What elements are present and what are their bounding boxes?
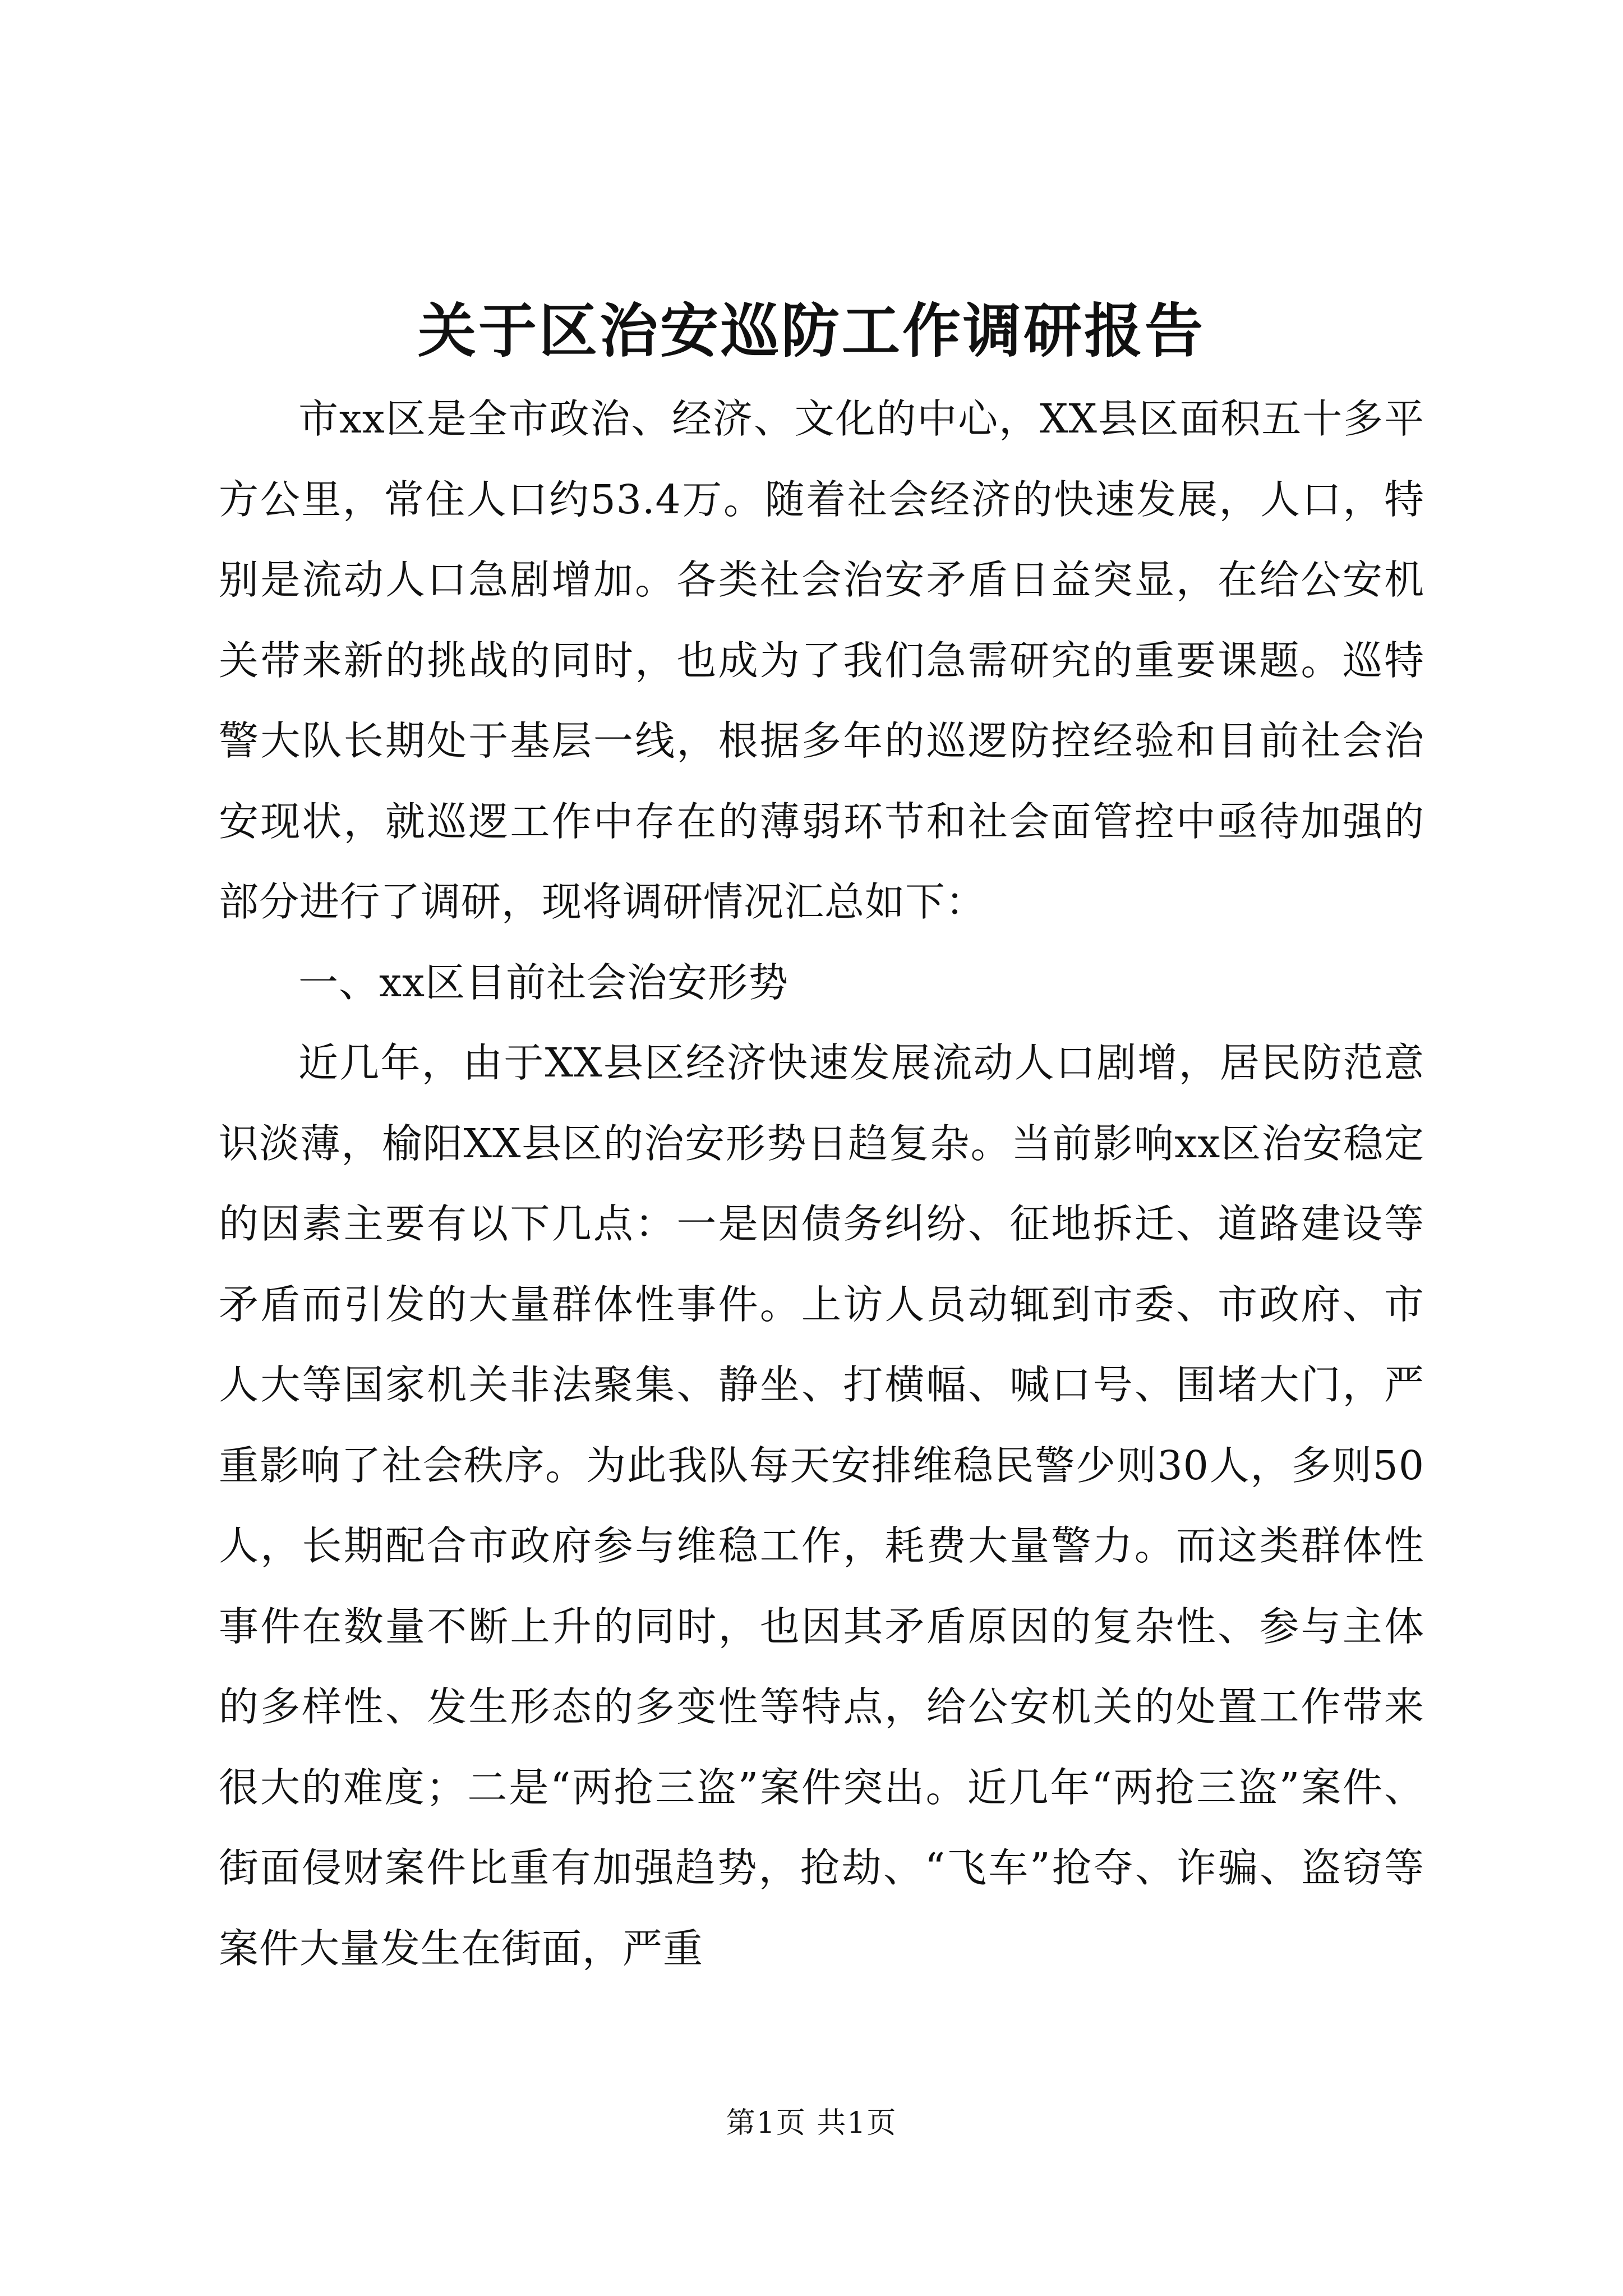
document-title: 关于区治安巡防工作调研报告 (417, 296, 1205, 365)
page-footer: 第1页 共1页 (726, 2106, 897, 2140)
body-paragraph: 近几年，由于XX县区经济快速发展流动人口剧增，居民防范意识淡薄，榆阳XX县区的治安形势日趋复杂。当前影响xx区治安稳定的因素主要有以下几点：一是因债务纠纷、征地拆迁、道路建设等矛盾而引发的大量群体性事件。上访人员动辄到市委、市政府、市人大等国家机关非法聚集、静坐、打横幅、喊口号、围堵大门，严重影响了社会秩序。为此我队每天安排维稳民警少则30人，多则50人，长期配合市政府参与维稳工作，耗费大量警力。而这类群体性事件在数量不断上升的同时，也因其矛盾原因的复杂性、参与主体的多样性、发生形态的多变性等特点，给公安机关的处置工作带来很大的难度；二是“两抢三盗”案件突出。近几年“两抢三盗”案件、街面侵财案件比重有加强趋势，抢劫、“飞车”抢夺、诈骗、盗窃等案件大量发生在街面，严重 (219, 1039, 1424, 1972)
document-body (219, 379, 1424, 1989)
intro-paragraph: 市xx区是全市政治、经济、文化的中心，XX县区面积五十多平方公里，常住人口约53.4万。随着社会经济的快速发展，人口，特别是流动人口急剧增加。各类社会治安矛盾日益突显，在给公安机关带来新的挑战的同时，也成为了我们急需研究的重要课题。巡特警大队长期处于基层一线，根据多年的巡逻防控经验和目前社会治安现状，就巡逻工作中存在的薄弱环节和社会面管控中亟待加强的部分进行了调研，现将调研情况汇总如下： (219, 395, 1424, 925)
section-heading: 一、xx区目前社会治安形势 (298, 959, 789, 1006)
